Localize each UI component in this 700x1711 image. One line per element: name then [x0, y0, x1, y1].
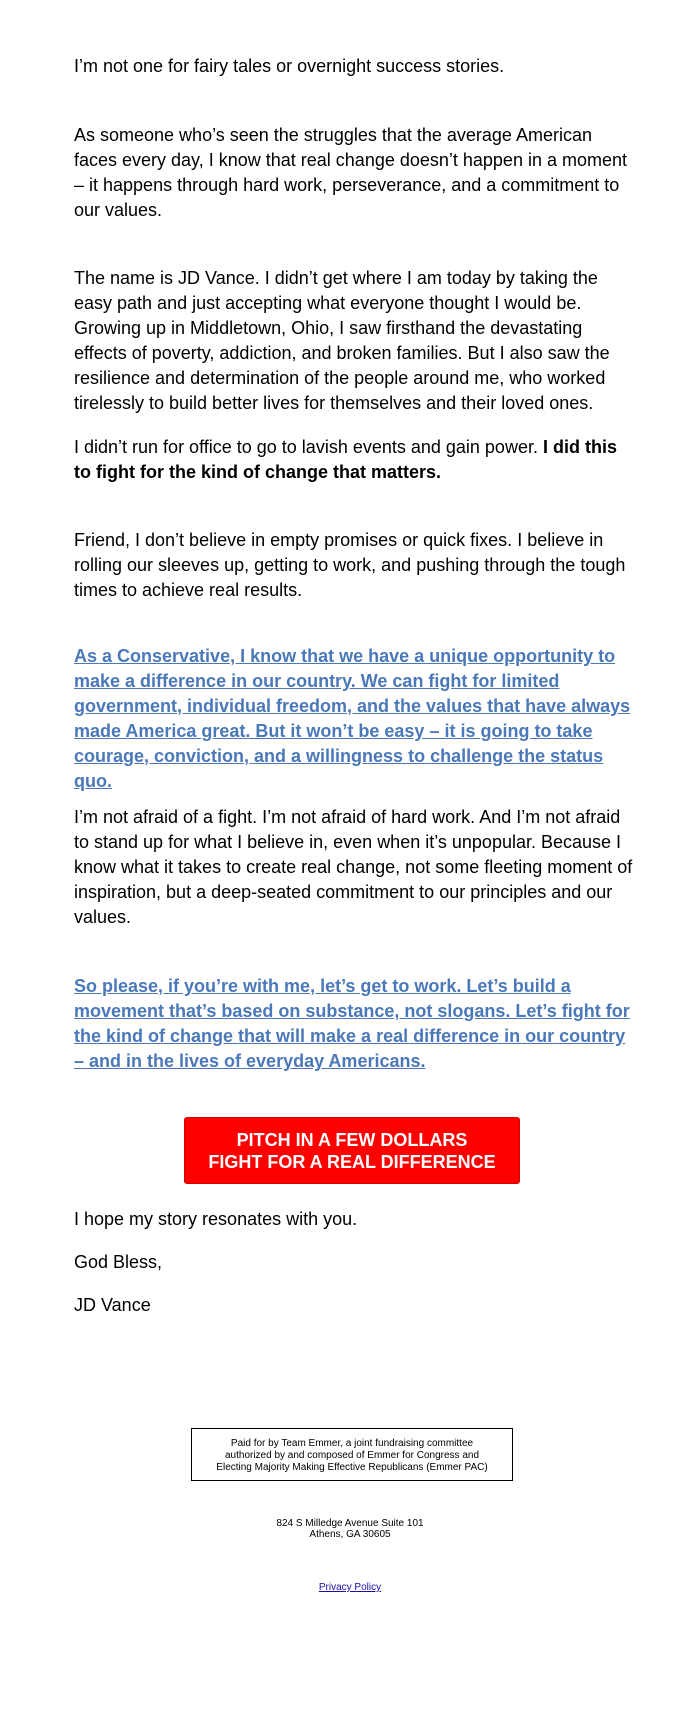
why-run-text: I didn’t run for office to go to lavish events and gain power.: [74, 437, 543, 457]
privacy-policy-link[interactable]: Privacy Policy: [318, 1582, 382, 1593]
cta-container: [184, 1117, 520, 1184]
privacy-container: [0, 1582, 700, 1593]
mailing-address: [0, 1518, 700, 1540]
link-paragraph-conservative: [74, 644, 638, 794]
donate-button-line2: FIGHT FOR A REAL DIFFERENCE: [208, 1152, 496, 1172]
get-to-work-donate-link[interactable]: So please, if you’re with me, let’s get to work. Let’s build a movement that’s based on substance, not slogans. Let’s fight for the kind of change that will make a real difference in our country – and in the lives of everyday Americans.: [74, 976, 630, 1071]
address-line1: 824 S Milledge Avenue Suite 101: [276, 1518, 424, 1529]
paragraph-resonates: I hope my story resonates with you.: [74, 1209, 358, 1229]
link-paragraph-get-to-work: [74, 974, 638, 1074]
paragraph-intro: I’m not one for fairy tales or overnight success stories.: [74, 56, 505, 76]
conservative-donate-link[interactable]: As a Conservative, I know that we have a unique opportunity to make a difference in our country. We can fight for limited government, individual freedom, and the values that have always made America great. But it won’t be easy – it is going to take courage, conviction, and a willingness to challenge the status quo.: [74, 646, 631, 791]
donate-button[interactable]: [184, 1117, 520, 1184]
paragraph-no-empty-promises: Friend, I don’t believe in empty promises or quick fixes. I believe in rolling our sleeves up, getting to work, and pushing through the tough times to achieve real results.: [74, 530, 626, 600]
disclaimer-line3: Electing Majority Making Effective Republicans (Emmer PAC): [216, 1462, 488, 1473]
disclaimer-line2: authorized by and composed of Emmer for Congress and: [224, 1450, 480, 1461]
donate-button-line1: PITCH IN A FEW DOLLARS: [236, 1130, 468, 1150]
address-line2: Athens, GA 30605: [309, 1529, 391, 1540]
why-run-bold-text: I did this to fight for the kind of change that matters.: [74, 437, 617, 482]
paragraph-why-run: [74, 435, 638, 485]
signoff: God Bless,: [74, 1252, 163, 1272]
paragraph-not-afraid: I’m not afraid of a fight. I’m not afraid of hard work. And I’m not afraid to stand up for what I believe in, even when it’s unpopular. Because I know what it takes to create real change, not some fleeting moment of inspiration, but a deep-seated commitment to our principles and our values.: [74, 807, 633, 927]
paragraph-background: The name is JD Vance. I didn’t get where I am today by taking the easy path and just accepting what everyone thought I would be. Growing up in Middletown, Ohio, I saw firsthand the devastating effects of poverty, addiction, and broken families. But I also saw the resilience and determination of the people around me, who worked tirelessly to build better lives for themselves and their loved ones.: [74, 268, 610, 413]
signature: JD Vance: [74, 1295, 151, 1315]
paragraph-struggles: As someone who’s seen the struggles that the average American faces every day, I know that real change doesn’t happen in a moment – it happens through hard work, perseverance, and a commitment to our values.: [74, 125, 627, 220]
paid-for-disclaimer: [191, 1428, 513, 1481]
disclaimer-line1: Paid for by Team Emmer, a joint fundraising committee: [230, 1438, 474, 1449]
